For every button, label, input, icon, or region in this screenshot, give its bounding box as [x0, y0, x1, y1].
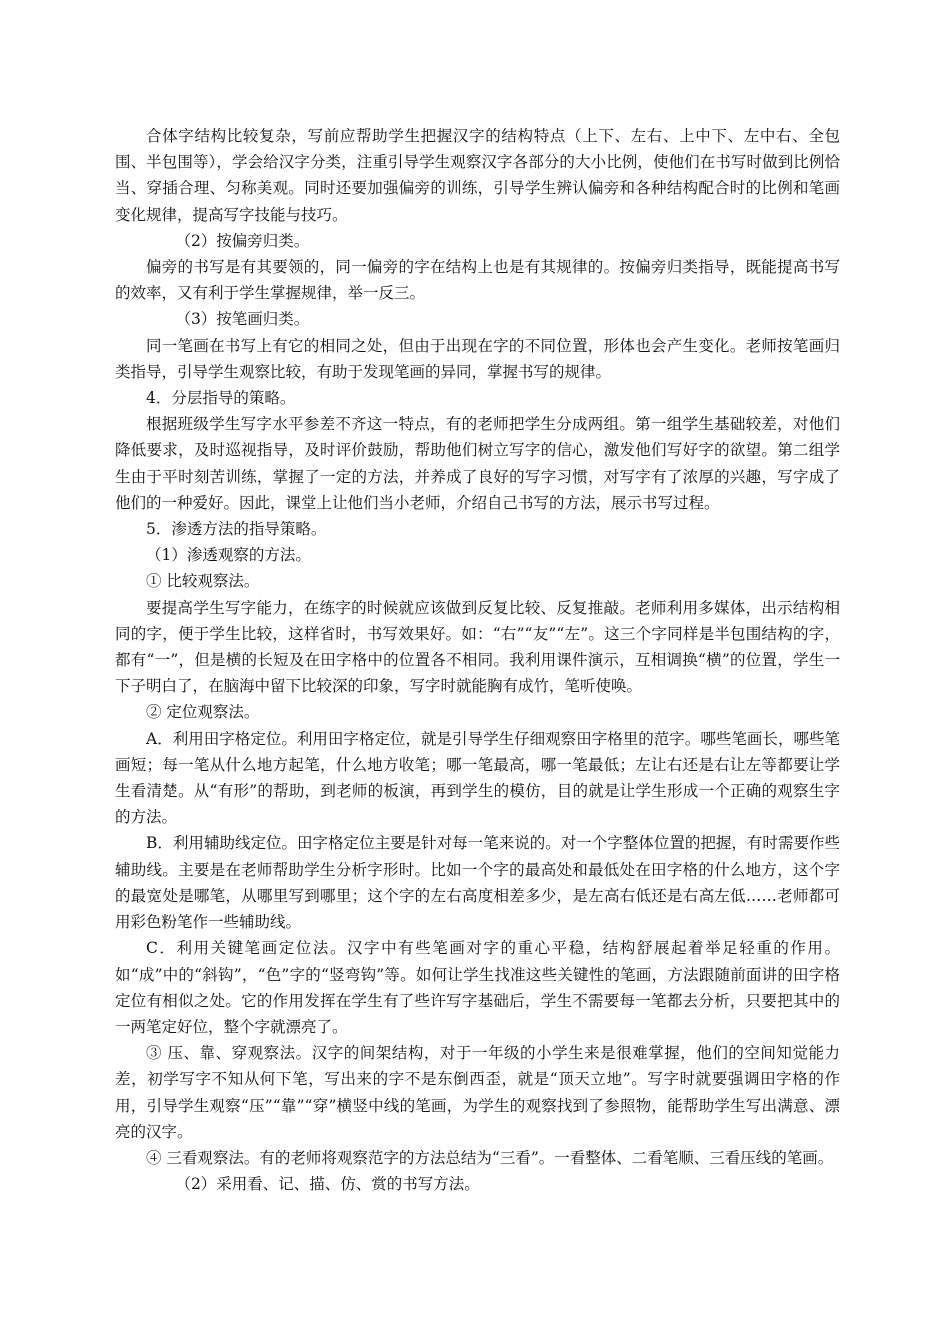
- paragraph: ④ 三看观察法。有的老师将观察范字的方法总结为“三看”。一看整体、二看笔顺、三看压线的笔画。: [146, 1148, 834, 1167]
- paragraph: ③ 压、靠、穿观察法。汉字的间架结构，对于一年级的小学生来是很难掌握，他们的空间知觉能力差，初学写字不知从何下笔，写出来的字不是东倒西歪，就是“顶天立地”。写字时就要强调田字格的作用，引导学生观察“压”“靠”“穿”横竖中线的笔画，为学生的观察找到了参照物，能帮助学生写出满意、漂亮的汉字。: [115, 1044, 840, 1141]
- subheading: ① 比较观察法。: [146, 572, 260, 591]
- subheading: （2）按偏旁归类。: [175, 231, 310, 250]
- section-heading: 4．分层指导的策略。: [146, 389, 296, 408]
- subheading: ② 定位观察法。: [146, 703, 260, 722]
- paragraph: 同一笔画在书写上有它的相同之处，但由于出现在字的不同位置，形体也会产生变化。老师按笔画归类指导，引导学生观察比较，有助于发现笔画的异同，掌握书写的规律。: [115, 336, 840, 381]
- paragraph: 合体字结构比较复杂，写前应帮助学生把握汉字的结构特点（上下、左右、上中下、左中右、全包围、半包围等），学会给汉字分类，注重引导学生观察汉字各部分的大小比例，使他们在书写时做到比例恰当、穿插合理、匀称美观。同时还要加强偏旁的训练，引导学生辨认偏旁和各种结构配合时的比例和笔画变化规律，提高写字技能与技巧。: [115, 127, 840, 224]
- paragraph: 要提高学生写字能力，在练字的时候就应该做到反复比较、反复推敲。老师利用多媒体，出示结构相同的字，便于学生比较，这样省时，书写效果好。如：“右”“友”“左”。这三个字同样是半包围结构的字，都有“一”，但是横的长短及在田字格中的位置各不相同。我利用课件演示，互相调换“横”的位置，学生一下子明白了，在脑海中留下比较深的印象，写字时就能胸有成竹，笔听使唤。: [115, 598, 840, 696]
- section-heading: 5．渗透方法的指导策略。: [146, 520, 327, 539]
- paragraph: A．利用田字格定位。利用田字格定位，就是引导学生仔细观察田字格里的范字。哪些笔画长，哪些笔画短；每一笔从什么地方起笔，什么地方收笔；哪一笔最高，哪一笔最低；左让右还是右让左等都要让学生看清楚。从“有形”的帮助，到老师的板演，再到学生的模仿，目的就是让学生形成一个正确的观察生字的方法。: [115, 729, 840, 827]
- subheading: （2）采用看、记、描、仿、赏的书写方法。: [175, 1175, 480, 1194]
- paragraph: C．利用关键笔画定位法。汉字中有些笔画对字的重心平稳，结构舒展起着举足轻重的作用。如“成”中的“斜钩”，“色”字的“竖弯钩”等。如何让学生找准这些关键性的笔画，方法跟随前面讲的田字格定位有相似之处。它的作用发挥在学生有了些许写字基础后，学生不需要每一笔都去分析，只要把其中的一两笔定好位，整个字就漂亮了。: [115, 939, 840, 1036]
- subheading: （1）渗透观察的方法。: [146, 546, 311, 565]
- paragraph: 根据班级学生写字水平参差不齐这一特点，有的老师把学生分成两组。第一组学生基础较差，对他们降低要求，及时巡视指导，及时评价鼓励，帮助他们树立写字的信心，激发他们写好字的欲望。第二组学生由于平时刻苦训练，掌握了一定的方法，并养成了良好的写字习惯，对写字有了浓厚的兴趣，写字成了他们的一种爱好。因此，课堂上让他们当小老师，介绍自己书写的方法，展示书写过程。: [115, 415, 840, 512]
- subheading: （3）按笔画归类。: [175, 310, 310, 329]
- paragraph: 偏旁的书写是有其要领的，同一偏旁的字在结构上也是有其规律的。按偏旁归类指导，既能提高书写的效率，又有利于学生掌握规律，举一反三。: [115, 258, 840, 303]
- paragraph: B．利用辅助线定位。田字格定位主要是针对每一笔来说的。对一个字整体位置的把握，有时需要作些辅助线。主要是在老师帮助学生分析字形时。比如一个字的最高处和最低处在田字格的什么地方，这个字的最宽处是哪笔，从哪里写到哪里；这个字的左右高度相差多少，是左高右低还是右高左低……老师都可用彩色粉笔作一些辅助线。: [115, 834, 840, 932]
- document-body: [115, 123, 840, 1197]
